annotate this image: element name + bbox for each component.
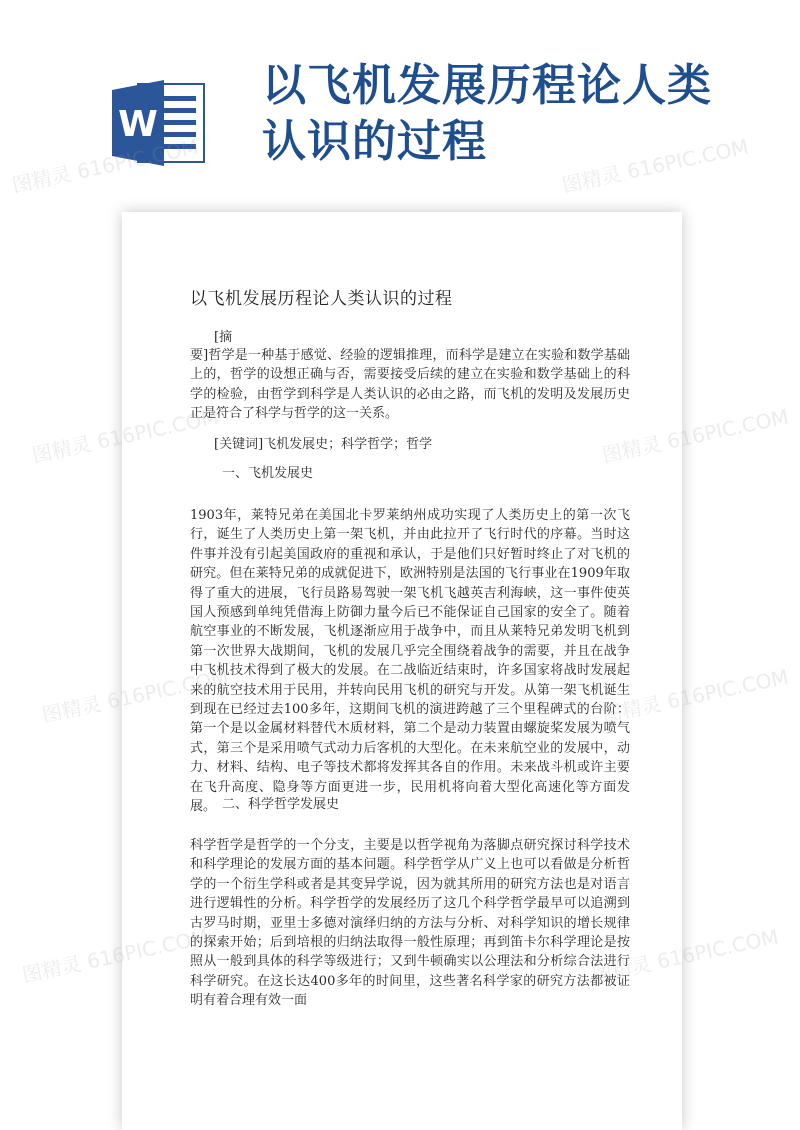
section-heading-1: 一、飞机发展史	[222, 466, 314, 481]
section-paragraph-1: 1903年，莱特兄弟在美国北卡罗莱纳州成功实现了人类历史上的第一次飞行，诞生了人类历史上第一架飞机，并由此拉开了飞行时代的序幕。当时这件事并没有引起美国政府的重视和承认，于是他们只好暂时终止了对飞机的研究。但在莱特兄弟的成就促进下，欧洲特别是法国的飞行事业在1909年取得了重大的进展，飞行员路易驾驶一架飞机飞越英吉利海峡，这一事件使英国人预感到单纯凭借海上防御力量今后已不能保证自己国家的安全了。随着航空事业的不断发展，飞机逐渐应用于战争中，而且从莱特兄弟发明飞机到第一次世界大战期间，飞机的发展几乎完全围绕着战争的需要，并且在战争中飞机技术得到了极大的发展。在二战临近结束时，许多国家将战时发展起来的航空技术用于民用，并转向民用飞机的研究与开发。从第一架飞机诞生到现在已经过去100多年，这期间飞机的演进跨越了三个里程碑式的台阶：第一个是以金属材料替代木质材料，第二个是动力装置由螺旋桨发展为喷气式，第三个是采用喷气式动力后客机的大型化。在未来航空业的发展中，动力、材料、结构、电子等技术都将发挥其各自的作用。未来战斗机或许主要在飞升高度、隐身等方面更进一步，民用机将向着大型化高速化等方面发展。	[190, 508, 630, 815]
word-icon-letter: W	[118, 104, 158, 145]
header-banner	[0, 0, 800, 215]
word-document-icon	[110, 78, 210, 168]
watermark: 图精灵 616PIC.COM	[589, 924, 781, 988]
abstract-tag: [摘	[214, 330, 233, 345]
abstract-paragraph: 要]哲学是一种基于感觉、经验的逻辑推理，而科学是建立在实验和数学基础上的，哲学的设想正确与否，需要接受后续的建立在实验和数学基础上的科学的检验，由哲学到科学是人类认识的必由之路，而飞机的发明及发展历史正是符合了科学与哲学的这一关系。	[190, 348, 630, 422]
section-paragraph-2: 科学哲学是哲学的一个分支，主要是以哲学视角为落脚点研究探讨科学技术和科学理论的发展方面的基本问题。科学哲学从广义上也可以看做是分析哲学的一个衍生学科或者是其变异学说，因为就其所用的研究方法也是对语言进行逻辑性的分析。科学哲学的发展经历了这几个科学哲学最早可以追溯到古罗马时期，亚里士多德对演绎归纳的方法与分析、对科学知识的增长规律的探索开始；后到培根的归纳法取得一般性原理；再到笛卡尔科学理论是按照从一般到具体的科学等级进行；又到牛顿确实以公理法和分析综合法进行科学研究。在这长达400多年的时间里，这些著名科学家的研究方法都被证明有着合理有效一面	[190, 838, 630, 1009]
watermark: 图精灵	[39, 691, 104, 728]
watermark: 图精灵	[29, 431, 94, 468]
watermark: 图精灵 616PIC.COM	[19, 924, 211, 988]
section-heading-2: 二、科学哲学发展史	[222, 797, 340, 812]
page-title	[262, 58, 762, 170]
keywords-line: [关键词]飞机发展史；科学哲学；哲学	[214, 437, 433, 452]
watermark: 图精灵 616PIC.COM	[9, 134, 201, 198]
page-title-line2: 认识的过程	[262, 116, 487, 167]
document-title: 以飞机发展历程论人类认识的过程	[190, 289, 453, 309]
watermark: 图精灵 616PIC.COM	[599, 664, 791, 728]
watermark: 图精灵 616PIC.COM	[559, 134, 751, 198]
watermark: 图精灵 616PIC.COM	[599, 404, 791, 468]
page-title-line1: 以飞机发展历程论人类	[262, 60, 712, 111]
